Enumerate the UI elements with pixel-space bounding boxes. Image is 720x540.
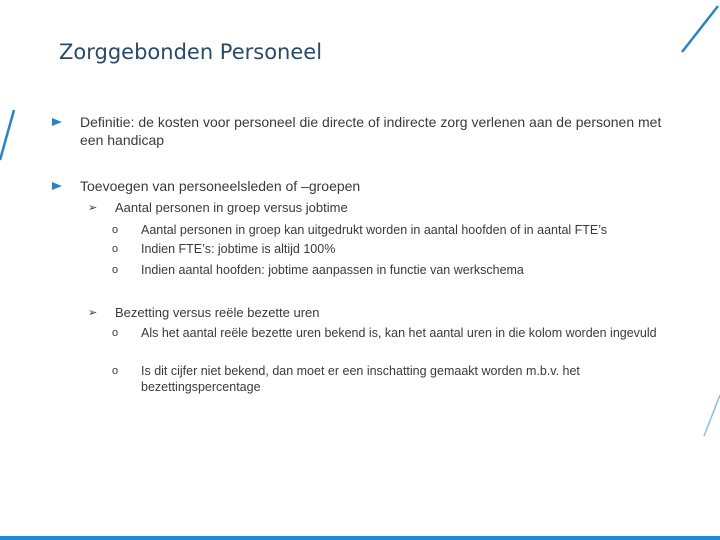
- sub-item-fte-jobtime: Indien FTE’s: jobtime is altijd 100%: [141, 242, 336, 256]
- arrowhead-bullet-icon: ➢: [88, 307, 98, 319]
- arrow-bullet-icon: [52, 182, 62, 190]
- slide-title: Zorggebonden Personeel: [59, 40, 323, 64]
- circle-bullet-icon: o: [112, 243, 119, 255]
- arrow-bullet-icon: [52, 118, 62, 126]
- sub-item-inschatting: Is dit cijfer niet bekend, dan moet er een inschatting gemaakt worden m.b.v. het bezettingspercentage: [141, 364, 580, 394]
- sub-item-reele-uren: Als het aantal reële bezette uren bekend is, kan het aantal uren in die kolom worden ingevuld: [141, 326, 657, 340]
- arrowhead-bullet-icon: ➢: [88, 202, 98, 214]
- circle-bullet-icon: o: [112, 264, 119, 276]
- footer-bar: [0, 536, 720, 540]
- bullet-toevoegen: Toevoegen van personeelsleden of –groepen: [80, 178, 361, 194]
- sub-bullet-aantal-personen: Aantal personen in groep versus jobtime: [115, 200, 348, 215]
- circle-bullet-icon: o: [112, 365, 119, 377]
- sub-bullet-bezetting: Bezetting versus reële bezette uren: [115, 305, 320, 320]
- circle-bullet-icon: o: [112, 224, 119, 236]
- circle-bullet-icon: o: [112, 327, 119, 339]
- decor-line-left: [0, 110, 14, 160]
- bullet-definition: Definitie: de kosten voor personeel die directe of indirecte zorg verlenen aan de personen met een handicap: [80, 114, 662, 148]
- sub-item-fte-hoofden: Aantal personen in groep kan uitgedrukt worden in aantal hoofden of in aantal FTE’s: [141, 223, 608, 237]
- sub-item-hoofden-werkschema: Indien aantal hoofden: jobtime aanpassen in functie van werkschema: [141, 263, 524, 277]
- decor-line-top-right: [682, 6, 718, 52]
- decor-line-bottom-right: [704, 395, 720, 436]
